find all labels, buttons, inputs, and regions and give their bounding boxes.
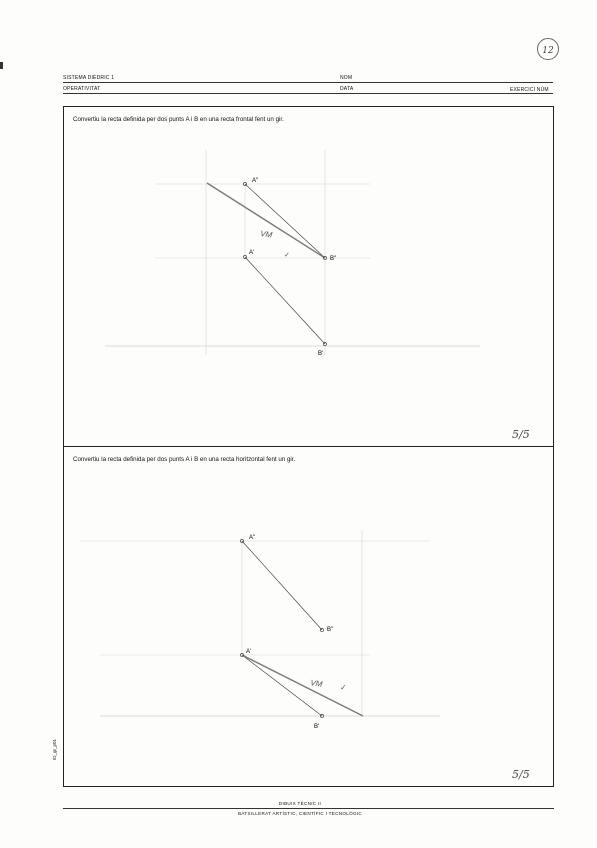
exercise-1-grade: 5/5 xyxy=(512,428,530,441)
date-label: DATA xyxy=(340,86,354,92)
ex2-check-mark: ✓ xyxy=(340,683,347,692)
exercise-1-statement: Convertiu la recta definida per dos punts A i B en una recta frontal fent un gir. xyxy=(73,116,284,123)
exercise-2-grade: 5/5 xyxy=(512,768,530,781)
ex1-label-a2: A'' xyxy=(252,178,259,184)
ex2-label-b1: B' xyxy=(314,724,320,730)
ex1-label-a1: A' xyxy=(249,250,255,256)
footer-program: BATXILLERAT ARTÍSTIC, CIENTÍFIC I TECNOLÒGIC xyxy=(237,811,363,816)
exercise-2-statement: Convertiu la recta definida per dos punts A i B en una recta horitzontal fent un gir. xyxy=(73,456,296,463)
ex2-segment-a2-b2 xyxy=(242,541,322,630)
ex1-vm-annotation: VM xyxy=(259,229,273,240)
ex1-label-b1: B' xyxy=(318,351,324,357)
footer-rule xyxy=(63,808,554,809)
ex2-vm-annotation: VM xyxy=(309,678,324,690)
side-code: ID_gr_p01 xyxy=(52,738,57,760)
ex1-check-mark: ✓ xyxy=(284,252,290,259)
ex2-construction-lines xyxy=(80,530,430,716)
ex2-label-a1: A' xyxy=(246,649,252,655)
ex1-label-b2: B'' xyxy=(330,256,337,262)
footer-subject: DIBUIX TÈCNIC II xyxy=(278,801,322,806)
name-label: NOM xyxy=(340,75,353,81)
subject-label: SISTEMA DIÈDRIC 1 xyxy=(63,75,115,81)
page-number: 12 xyxy=(542,46,554,56)
ex2-label-a2: A'' xyxy=(249,535,256,541)
ex2-label-b2: B'' xyxy=(327,627,334,633)
activity-label: OPERATIVITAT xyxy=(63,86,101,92)
exercise-number-label: EXERCICI NÚM xyxy=(510,87,549,93)
